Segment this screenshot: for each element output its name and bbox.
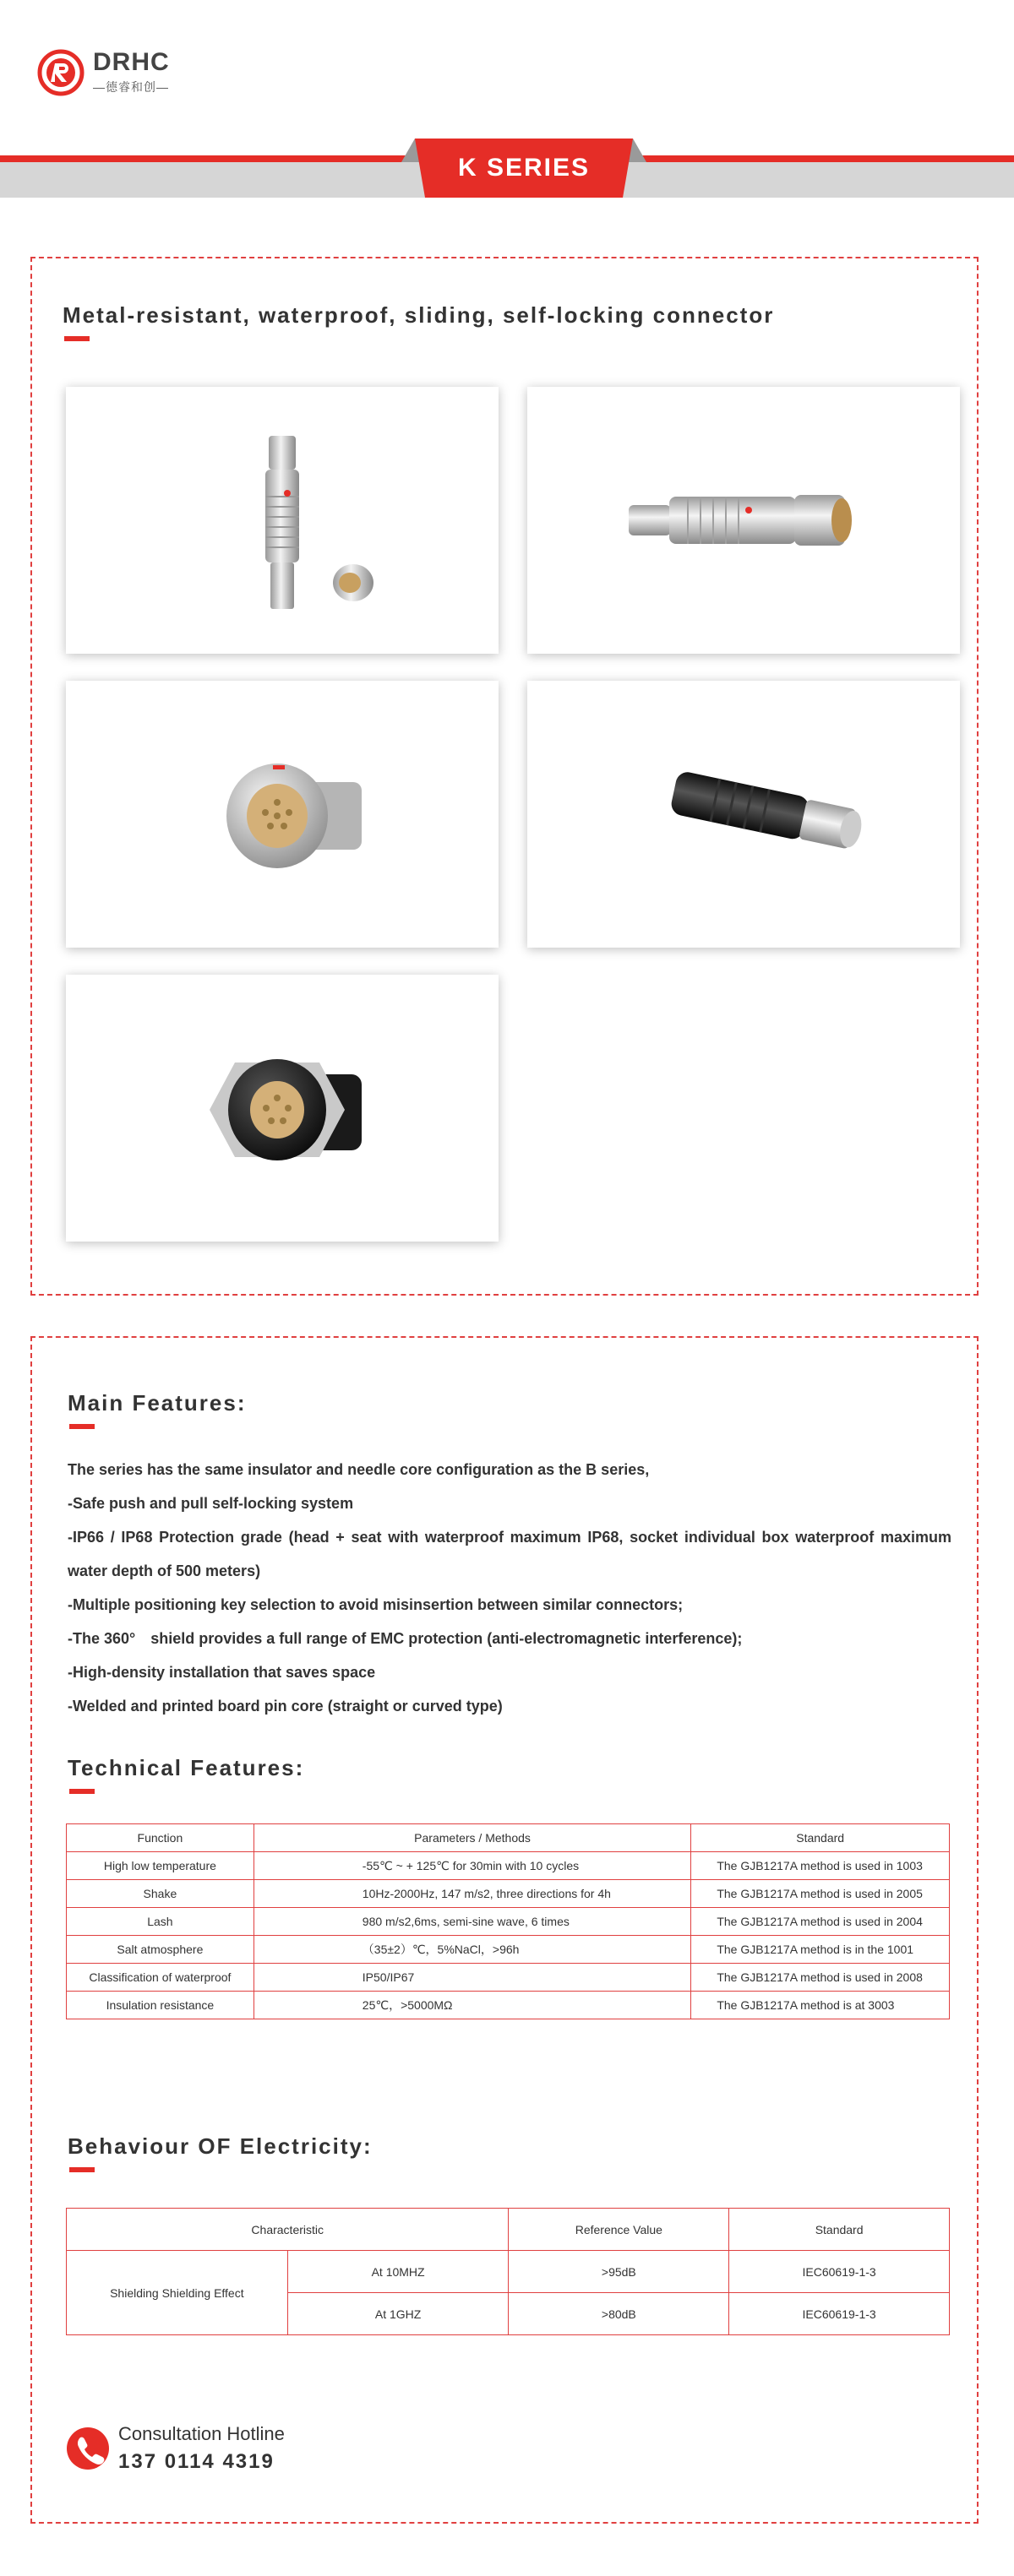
feature-item: -Welded and printed board pin core (straight or curved type) [68, 1698, 503, 1715]
table-cell: >80dB [509, 2293, 729, 2335]
table-cell: At 10MHZ [287, 2251, 509, 2293]
connector-socket-silver-icon [66, 681, 499, 948]
table-cell: 10Hz-2000Hz, 147 m/s2, three directions for 4h [254, 1880, 691, 1908]
table-cell: Insulation resistance [67, 1992, 254, 2019]
brand-name: DRHC [93, 48, 170, 76]
table-row [67, 1992, 950, 2019]
table-cell: >95dB [509, 2251, 729, 2293]
specifications-section [30, 1336, 979, 2524]
table-cell: （35±2）℃，5%NaCl，>96h [254, 1936, 691, 1964]
main-features-list [68, 1453, 951, 1723]
table-header-cell: Standard [729, 2209, 950, 2251]
table-cell: The GJB1217A method is used in 2008 [691, 1964, 950, 1992]
connector-socket-black-icon [66, 975, 499, 1242]
brand-subtitle: —德睿和创— [93, 80, 169, 94]
table-cell: 980 m/s2,6ms, semi-sine wave, 6 times [254, 1908, 691, 1936]
table-row [67, 1880, 950, 1908]
heading-underline [69, 1789, 95, 1794]
heading-underline [64, 336, 90, 341]
connector-plug-black-icon [527, 681, 960, 948]
series-title: K SERIES [457, 154, 591, 182]
feature-item: The series has the same insulator and needle core configuration as the B series, [68, 1461, 650, 1478]
table-cell: IEC60619-1-3 [729, 2251, 950, 2293]
table-header-cell: Characteristic [67, 2209, 509, 2251]
table-cell: The GJB1217A method is in the 1001 [691, 1936, 950, 1964]
table-cell: IP50/IP67 [254, 1964, 691, 1992]
product-image-5 [66, 975, 499, 1242]
table-cell: -55℃ ~ + 125℃ for 30min with 10 cycles [254, 1852, 691, 1880]
table-cell: Shake [67, 1880, 254, 1908]
product-image-2 [527, 387, 960, 654]
product-image-3 [66, 681, 499, 948]
products-heading: Metal-resistant, waterproof, sliding, self-locking connector [63, 302, 775, 328]
products-section [30, 257, 979, 1296]
table-cell: The GJB1217A method is used in 2005 [691, 1880, 950, 1908]
connector-plug-upright-icon [66, 387, 499, 654]
feature-item: -High-density installation that saves space [68, 1664, 376, 1681]
table-cell: High low temperature [67, 1852, 254, 1880]
product-image-1 [66, 387, 499, 654]
table-group-cell: Shielding Shielding Effect [67, 2251, 288, 2335]
table-cell: Classification of waterproof [67, 1964, 254, 1992]
table-header-cell: Function [67, 1824, 254, 1852]
feature-item: -Safe push and pull self-locking system [68, 1495, 354, 1512]
technical-features-table [66, 1823, 950, 2019]
table-cell: The GJB1217A method is at 3003 [691, 1992, 950, 2019]
table-row [67, 1936, 950, 1964]
table-row [67, 1908, 950, 1936]
table-header-cell: Standard [691, 1824, 950, 1852]
electricity-heading: Behaviour OF Electricity: [68, 2133, 373, 2159]
electricity-table [66, 2208, 950, 2335]
consultation-hotline[interactable] [66, 2423, 285, 2474]
brand-mark-icon [37, 49, 84, 96]
table-cell: Lash [67, 1908, 254, 1936]
product-image-4 [527, 681, 960, 948]
feature-item: -The 360° shield provides a full range of EMC protection (anti-electromagnetic interference); [68, 1630, 743, 1647]
phone-icon [66, 2427, 110, 2470]
table-header-cell: Parameters / Methods [254, 1824, 691, 1852]
heading-underline [69, 2167, 95, 2172]
feature-item: -IP66 / IP68 Protection grade (head + seat with waterproof maximum IP68, socket individual box waterproof maximum water depth of 500 meters) [68, 1529, 951, 1579]
table-header-row [67, 1824, 950, 1852]
table-cell: At 1GHZ [287, 2293, 509, 2335]
table-header-cell: Reference Value [509, 2209, 729, 2251]
table-cell: Salt atmosphere [67, 1936, 254, 1964]
table-row [67, 1964, 950, 1992]
feature-item: -Multiple positioning key selection to avoid misinsertion between similar connectors; [68, 1596, 684, 1613]
hotline-label: Consultation Hotline [118, 2423, 285, 2444]
connector-plug-horizontal-icon [527, 387, 960, 654]
main-features-heading: Main Features: [68, 1390, 247, 1416]
brand-logo [37, 49, 170, 96]
table-row [67, 2251, 950, 2293]
table-row [67, 1852, 950, 1880]
heading-underline [69, 1424, 95, 1429]
technical-features-heading: Technical Features: [68, 1755, 305, 1780]
table-cell: 25℃，>5000MΩ [254, 1992, 691, 2019]
table-cell: IEC60619-1-3 [729, 2293, 950, 2335]
hotline-number[interactable]: 137 0114 4319 [118, 2450, 275, 2473]
table-cell: The GJB1217A method is used in 1003 [691, 1852, 950, 1880]
table-header-row [67, 2209, 950, 2251]
table-cell: The GJB1217A method is used in 2004 [691, 1908, 950, 1936]
